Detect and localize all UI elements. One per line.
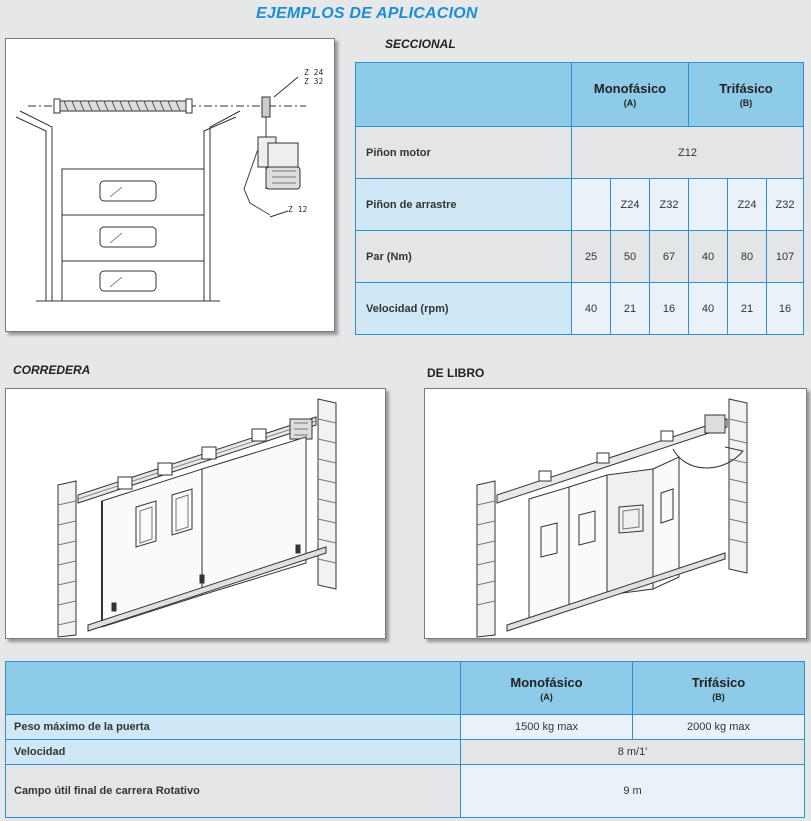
header-corner-cell (6, 662, 461, 715)
header-monofasico: Monofásico (A) (461, 662, 633, 715)
value-cell (572, 179, 611, 231)
value-cell: 21 (611, 283, 650, 335)
table-header-row (6, 662, 805, 715)
value-cell: 40 (689, 231, 728, 283)
diagram-label-z12: Z 12 (288, 205, 308, 214)
row-label: Par (Nm) (356, 231, 572, 283)
section-label-corredera: CORREDERA (13, 363, 91, 377)
value-cell: 40 (572, 283, 611, 335)
value-cell: 67 (650, 231, 689, 283)
value-cell: Z32 (650, 179, 689, 231)
value-cell: Z24 (728, 179, 767, 231)
table-row (356, 127, 804, 179)
row-label: Peso máximo de la puerta (6, 715, 461, 740)
seccional-spec-table (355, 62, 804, 335)
table-row (6, 740, 805, 765)
header-trifasico: Trifásico (B) (689, 63, 804, 127)
value-cell: 50 (611, 231, 650, 283)
section-label-seccional: SECCIONAL (385, 37, 456, 51)
value-cell: 40 (689, 283, 728, 335)
value-cell: 21 (728, 283, 767, 335)
value-cell: 1500 kg max (461, 715, 633, 740)
table-row (6, 765, 805, 818)
sliding-door-drawing (5, 388, 386, 639)
value-cell (689, 179, 728, 231)
header-trifasico: Trifásico (B) (633, 662, 805, 715)
value-cell: 2000 kg max (633, 715, 805, 740)
diagram-label-z32: Z 32 (304, 77, 324, 86)
header-corner-cell (356, 63, 572, 127)
header-monofasico: Monofásico (A) (572, 63, 689, 127)
value-cell: Z32 (767, 179, 804, 231)
row-label: Velocidad (6, 740, 461, 765)
table-header-row (356, 63, 804, 127)
row-label: Velocidad (rpm) (356, 283, 572, 335)
value-cell: 16 (650, 283, 689, 335)
value-cell: 25 (572, 231, 611, 283)
value-cell: 107 (767, 231, 804, 283)
value-cell: 80 (728, 231, 767, 283)
table-row (356, 179, 804, 231)
table-row (356, 231, 804, 283)
value-cell: Z24 (611, 179, 650, 231)
value-cell: 16 (767, 283, 804, 335)
merged-value-cell: 9 m (461, 765, 805, 818)
diagram-label-z24: Z 24 (304, 68, 324, 77)
section-label-de-libro: DE LIBRO (427, 366, 485, 380)
table-row (356, 283, 804, 335)
merged-value-cell: 8 m/1' (461, 740, 805, 765)
folding-door-drawing (424, 388, 807, 639)
row-label: Piñon de arrastre (356, 179, 572, 231)
row-label: Campo útil final de carrera Rotativo (6, 765, 461, 818)
page-title: EJEMPLOS DE APLICACION (256, 5, 478, 22)
sectional-door-drawing (5, 38, 335, 332)
row-label: Piñon motor (356, 127, 572, 179)
sliding-spec-table (5, 661, 805, 818)
table-row (6, 715, 805, 740)
merged-value-cell: Z12 (572, 127, 804, 179)
